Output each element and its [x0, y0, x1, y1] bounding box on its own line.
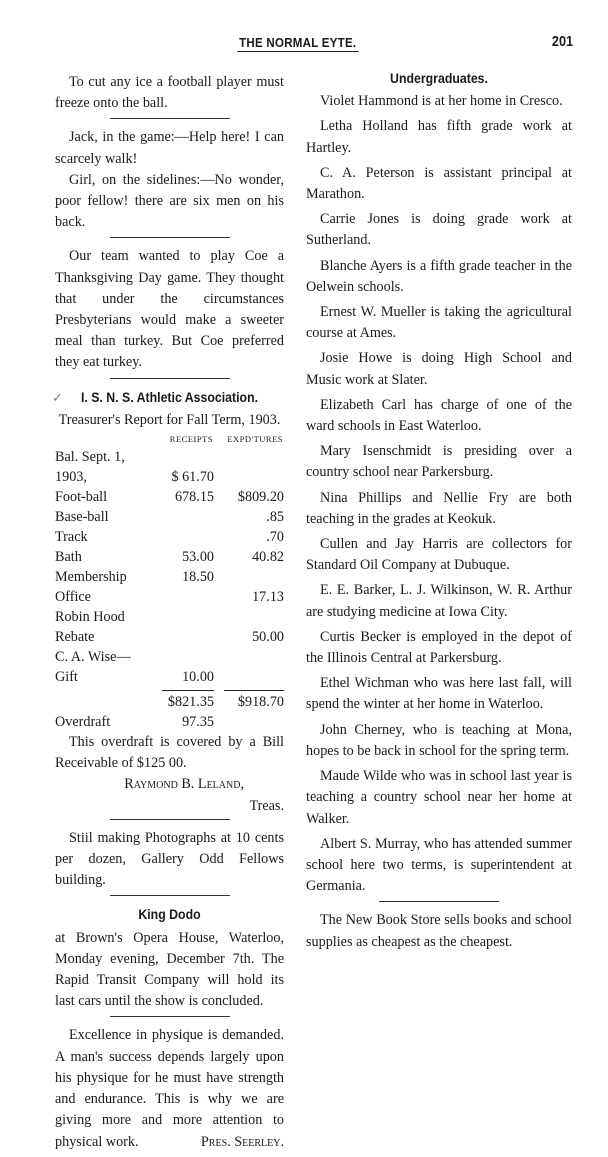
- divider: [110, 237, 230, 238]
- row-receipts: [152, 507, 214, 527]
- divider: [110, 819, 230, 820]
- list-item: Carrie Jones is doing grade work at Sutherland.: [306, 211, 572, 249]
- table-row: [55, 487, 284, 507]
- row-expenditures: [214, 447, 284, 487]
- table-row: [55, 447, 284, 487]
- table-row-total: [55, 692, 284, 712]
- row-receipts: [152, 587, 214, 607]
- list-item: John Cherney, who is teaching at Mona, hopes to be back in school for the spring term.: [306, 721, 572, 759]
- table-row: [55, 527, 284, 547]
- list-item: Violet Hammond is at her home in Cresco.: [320, 93, 563, 110]
- list-item: Albert S. Murray, who has attended summer school here two terms, is superintendent at Germania.: [306, 835, 572, 895]
- overdraft-note: This overdraft is covered by a Bill Receivable of $125 00.: [55, 734, 284, 772]
- undergraduates-heading: Undergraduates.: [390, 70, 488, 86]
- divider: [379, 901, 499, 902]
- running-header: THE NORMAL EYTE.: [239, 36, 357, 50]
- row-expenditures: [214, 647, 284, 687]
- list-item: C. A. Peterson is assistant principal at Marathon.: [306, 164, 572, 203]
- row-receipts: [152, 527, 214, 547]
- sum-rule: [224, 690, 284, 691]
- paragraph-girl: Girl, on the sidelines:—No wonder, poor fellow! there are six men on his back.: [55, 171, 284, 231]
- column-header-receipts: RECEIPTS: [169, 434, 213, 445]
- paragraph-coe: Our team wanted to play Coe a Thanksgiving Day game. They thought that under the circumstances Presbyterians would make a sweeter meal than turkey. But Coe preferred they eat turkey.: [55, 248, 284, 371]
- list-item: Blanche Ayers is a fifth grade teacher in the Oelwein schools.: [306, 257, 572, 295]
- row-item: Membership: [55, 569, 127, 586]
- signature-name: Raymond B. Leland,: [124, 776, 244, 793]
- table-row-overdraft: [55, 712, 284, 732]
- row-expenditures: 17.13: [252, 589, 284, 606]
- paragraph-photographs: Stiil making Photographs at 10 cents per dozen, Gallery Odd Fellows building.: [55, 829, 284, 889]
- overdraft-label: Overdraft: [55, 714, 111, 731]
- row-item: C. A. Wise—Gift: [55, 649, 131, 686]
- total-expenditures: $918.70: [237, 694, 284, 711]
- row-expenditures: $809.20: [237, 489, 284, 506]
- row-expenditures: 50.00: [252, 629, 284, 646]
- row-receipts: 678.15: [174, 489, 214, 506]
- divider: [110, 895, 230, 896]
- row-receipts: [152, 607, 214, 647]
- table-row: [55, 587, 284, 607]
- list-item: Letha Holland has fifth grade work at Hartley.: [306, 118, 572, 156]
- left-column: [52, 72, 284, 1157]
- athletic-association-section: [52, 387, 284, 817]
- list-item: Cullen and Jay Harris are collectors for Standard Oil Company at Dubuque.: [306, 536, 572, 574]
- divider: [110, 1016, 230, 1017]
- row-expenditures: .85: [266, 509, 284, 526]
- row-receipts: 53.00: [182, 549, 214, 566]
- physique-signature: Pres. Seerley.: [200, 1133, 284, 1150]
- page-number: 201: [551, 33, 574, 50]
- signature-title: Treas.: [249, 797, 284, 814]
- check-mark-icon: ✓: [52, 389, 63, 405]
- row-expenditures: [214, 567, 284, 587]
- table-row: [55, 647, 284, 687]
- row-item: Office: [55, 589, 91, 606]
- list-item: Mary Isenschmidt is presiding over a country school near Parkersburg.: [306, 443, 572, 481]
- paragraph-football-ice: To cut any ice a football player must freeze onto the ball.: [55, 74, 284, 112]
- list-item: Maude Wilde who was in school last year is teaching a country school near her home at Walker.: [306, 768, 572, 827]
- total-receipts: $821.35: [167, 694, 214, 711]
- right-column: [306, 72, 572, 957]
- list-item: Josie Howe is doing High School and Music work at Slater.: [306, 350, 572, 388]
- king-dodo-text: at Brown's Opera House, Waterloo, Monday evening, December 7th. The Rapid Transit Company will hold its last cars until the show is concluded.: [55, 929, 284, 1010]
- row-receipts: 18.50: [182, 569, 214, 586]
- list-item: Curtis Becker is employed in the depot of the Illinois Central at Parkersburg.: [306, 628, 572, 667]
- paragraph-jack: Jack, in the game:—Help here! I can scarcely walk!: [55, 129, 284, 167]
- row-item: Bath: [55, 549, 82, 566]
- divider: [110, 118, 230, 119]
- row-expenditures: .70: [266, 529, 284, 546]
- row-expenditures: 40.82: [252, 549, 284, 566]
- column-header-expenditures: EXPD'TURES: [227, 434, 283, 445]
- king-dodo-heading: King Dodo: [138, 906, 201, 923]
- paragraph-physique: [55, 1025, 284, 1152]
- divider: [110, 378, 230, 379]
- row-receipts: 10.00: [182, 669, 214, 686]
- list-item: Ethel Wichman who was here last fall, will spend the winter at her home in Waterloo.: [306, 675, 572, 713]
- row-item: Bal. Sept. 1, 1903,: [55, 449, 125, 486]
- list-item: Ernest W. Mueller is taking the agricultural course at Ames.: [306, 304, 572, 342]
- treasurer-report-table: [55, 431, 284, 732]
- list-item: E. E. Barker, L. J. Wilkinson, W. R. Arthur are studying medicine at Iowa City.: [306, 582, 572, 620]
- table-row: [55, 547, 284, 567]
- row-item: Foot-ball: [55, 489, 108, 506]
- table-row: [55, 507, 284, 527]
- row-item: Robin Hood Rebate: [55, 609, 125, 646]
- report-subheading: Treasurer's Report for Fall Term, 1903.: [58, 411, 281, 428]
- section-heading: I. S. N. S. Athletic Association.: [80, 388, 259, 405]
- table-row: [55, 607, 284, 647]
- list-item: Nina Phillips and Nellie Fry are both teaching in the grades at Keokuk.: [306, 489, 572, 527]
- overdraft-value: 97.35: [182, 714, 214, 731]
- row-item: Track: [55, 529, 88, 546]
- paragraph-book-store: The New Book Store sells books and school supplies as cheapest as the cheapest.: [306, 912, 572, 950]
- physique-text: Excellence in physique is demanded. A man's success depends largely upon his physique for he must have strength and endurance. This is why we are giving more and more attention to physical work.: [55, 1027, 284, 1150]
- table-row: [55, 567, 284, 587]
- row-item: Base-ball: [55, 509, 109, 526]
- sum-rule: [162, 690, 214, 691]
- list-item: Elizabeth Carl has charge of one of the ward schools in East Waterloo.: [306, 396, 572, 435]
- row-receipts: $ 61.70: [171, 469, 214, 486]
